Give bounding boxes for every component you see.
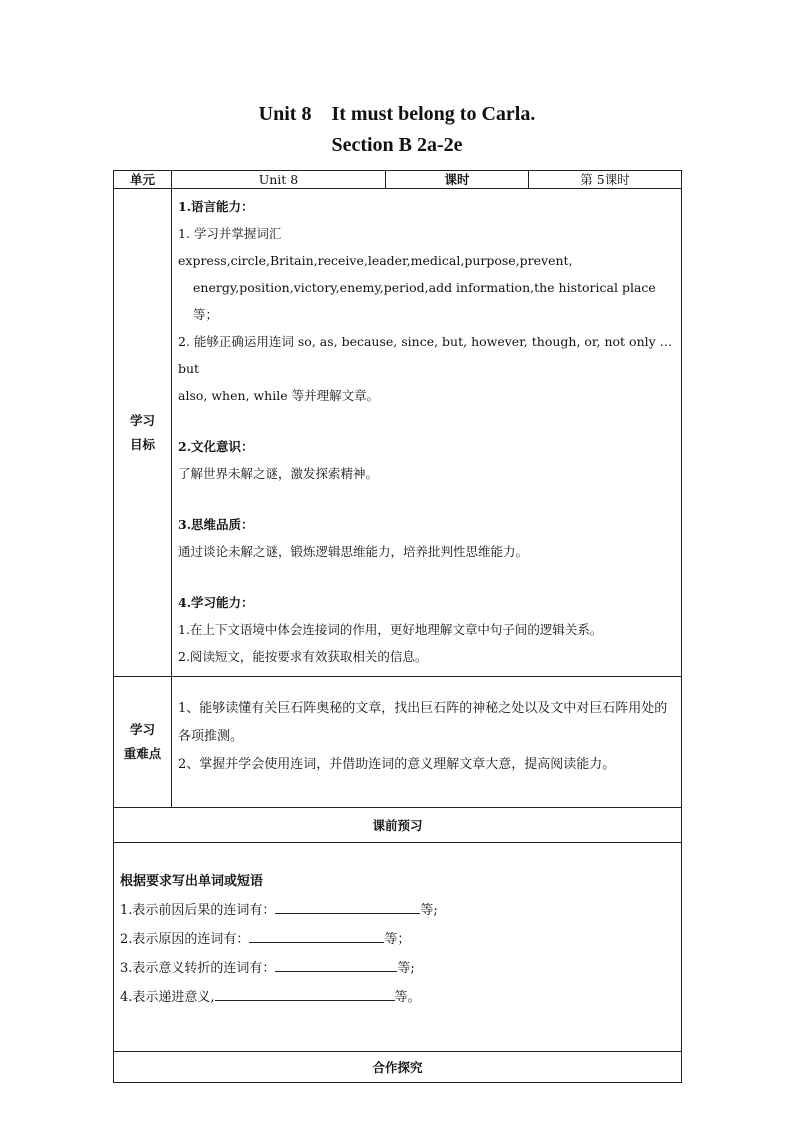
answer-blank-4[interactable] — [215, 986, 395, 1001]
question-2-end: 等； — [384, 932, 411, 947]
focus-label — [114, 677, 172, 808]
goals-content — [172, 189, 682, 677]
lesson-plan-table — [113, 170, 682, 1083]
unit-label: 单元 — [114, 171, 172, 189]
focus-label-line2: 重难点 — [123, 746, 162, 761]
question-3-label: 3.表示意义转折的连词有： — [120, 961, 276, 976]
thinking-heading: 3.思维品质： — [178, 517, 254, 532]
question-1 — [120, 896, 675, 925]
answer-blank-2[interactable] — [249, 928, 384, 943]
goals-row — [114, 189, 682, 677]
question-4-label: 4.表示递进意义, — [120, 990, 215, 1005]
focus-content — [172, 677, 682, 808]
culture-heading: 2.文化意识： — [178, 439, 254, 454]
learning-item-1: 1.在上下文语境中体会连接词的作用，更好地理解文章中句子间的逻辑关系。 — [178, 622, 603, 637]
question-1-label: 1.表示前因后果的连词有： — [120, 903, 276, 918]
culture-text: 了解世界未解之谜，激发探索精神。 — [178, 466, 379, 481]
preview-content — [114, 843, 682, 1052]
question-2 — [120, 925, 675, 954]
learning-item-2: 2.阅读短文，能按要求有效获取相关的信息。 — [178, 649, 428, 664]
goals-label — [114, 189, 172, 677]
focus-label-line1: 学习 — [129, 722, 155, 737]
cooperation-title-row — [114, 1052, 682, 1083]
question-1-end: 等; — [420, 903, 438, 918]
answer-blank-1[interactable] — [275, 899, 420, 914]
question-3 — [120, 954, 675, 983]
answer-blank-3[interactable] — [275, 957, 397, 972]
language-item-2a: 2. 能够正确运用连词 so, as, because, since, but, however, though, or, not only … but — [178, 334, 673, 376]
preview-title-row — [114, 808, 682, 843]
preview-row — [114, 843, 682, 1052]
focus-item-2: 2、掌握并学会使用连词，并借助连词的意义理解文章大意，提高阅读能力。 — [178, 757, 616, 772]
question-4 — [120, 983, 675, 1012]
language-item-1b: energy,position,victory,enemy,period,add information,the historical place 等； — [193, 280, 656, 322]
goals-label-line2: 目标 — [129, 436, 155, 452]
period-value: 第 5课时 — [529, 171, 682, 189]
unit-value: Unit 8 — [172, 171, 386, 189]
cooperation-section-title: 合作探究 — [114, 1052, 682, 1083]
learning-heading: 4.学习能力： — [178, 595, 254, 610]
preview-instruction: 根据要求写出单词或短语 — [120, 874, 264, 889]
thinking-text: 通过谈论未解之谜，锻炼逻辑思维能力，培养批判性思维能力。 — [178, 544, 529, 559]
question-3-end: 等; — [397, 961, 415, 976]
language-item-2b: also, when, while 等并理解文章。 — [178, 388, 380, 403]
language-heading: 1.语言能力： — [178, 199, 254, 214]
focus-row — [114, 677, 682, 808]
preview-section-title: 课前预习 — [114, 808, 682, 843]
period-label: 课时 — [386, 171, 529, 189]
question-2-label: 2.表示原因的连词有： — [120, 932, 250, 947]
language-item-1a: 1. 学习并掌握词汇 express,circle,Britain,receive,leader,medical,purpose,prevent, — [178, 226, 573, 268]
page-title: Unit 8 It must belong to Carla. — [258, 103, 536, 125]
page-subtitle: Section B 2a-2e — [331, 134, 463, 156]
focus-item-1: 1、能够读懂有关巨石阵奥秘的文章，找出巨石阵的神秘之处以及文中对巨石阵用处的各项推测。 — [178, 701, 668, 744]
question-4-end: 等。 — [394, 990, 421, 1005]
header-row — [114, 171, 682, 189]
goals-label-line1: 学习 — [129, 412, 155, 428]
